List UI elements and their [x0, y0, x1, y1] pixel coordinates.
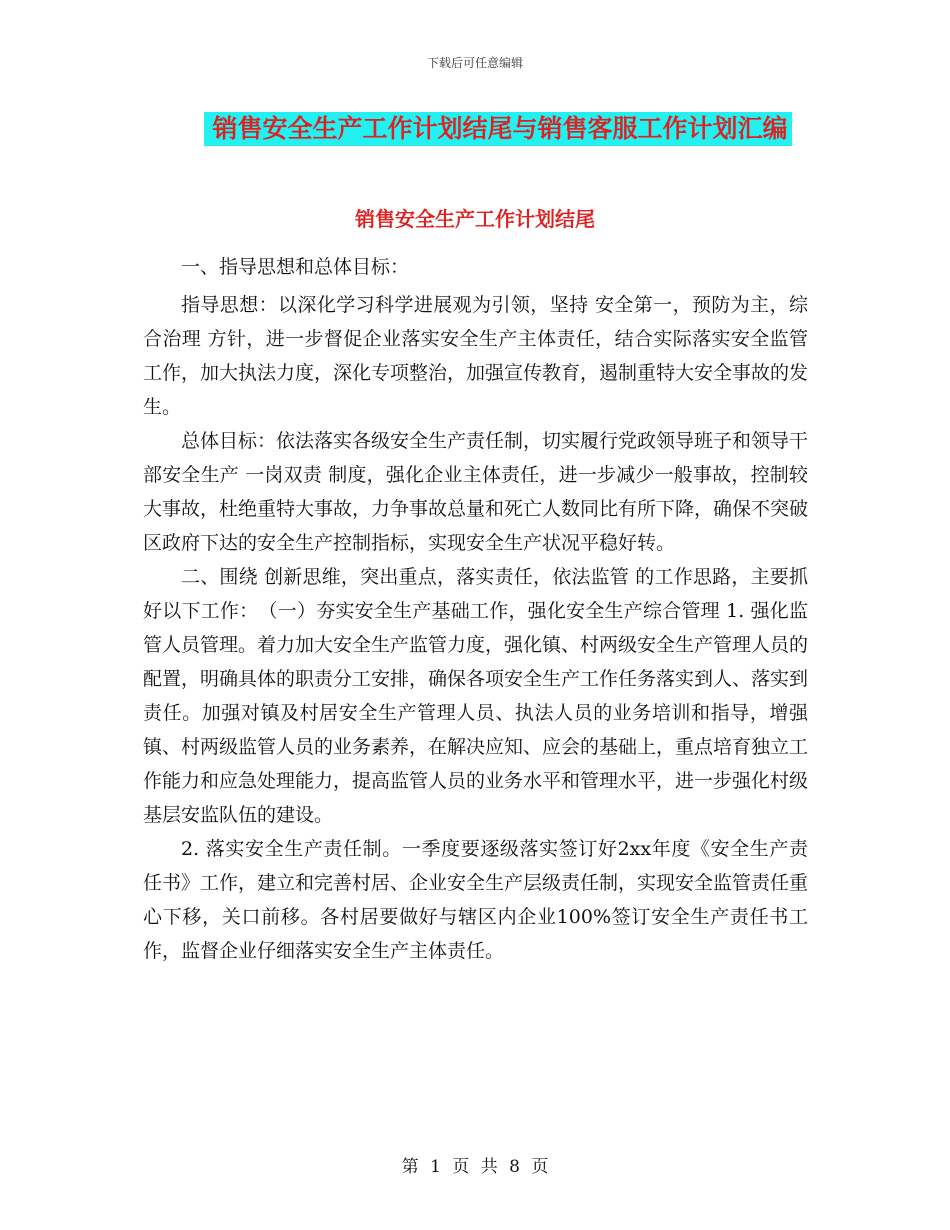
- paragraph-main-work: 二、围绕 创新思维，突出重点，落实责任，依法监管 的工作思路，主要抓好以下工作： （一）夯实安全生产基础工作，强化安全生产综合管理 1. 强化监管人员管理。着力加大安全生产监管力度，强化镇、村两级安全生产管理人员的配置，明确具体的职责分工安排，确保各项安全生产工作任务落实到人、落实到责任。加强对镇及村居安全生产管理人员、执法人员的业务培训和指导，增强镇、村两级监管人员的业务素养，在解决应知、应会的基础上，重点培育独立工作能力和应急处理能力，提高监管人员的业务水平和管理水平，进一步强化村级基层安监队伍的建设。: [143, 566, 809, 826]
- main-title: 销售安全生产工作计划结尾与销售客服工作计划汇编: [204, 112, 791, 146]
- document-body: [143, 250, 808, 968]
- paragraph-guiding-thought: 指导思想：以深化学习科学进展观为引领，坚持 安全第一，预防为主，综合治理 方针，进一步督促企业落实安全生产主体责任，结合实际落实安全监管工作，加大执法力度，深化专项整治，加强宣传教育，遏制重特大安全事故的发生。: [143, 294, 809, 418]
- paragraph-responsibility: 2. 落实安全生产责任制。一季度要逐级落实签订好2xx年度《安全生产责任书》工作，建立和完善村居、企业安全生产层级责任制，实现安全监管责任重心下移，关口前移。各村居要做好与辖区内企业100%签订安全生产责任书工作，监督企业仔细落实安全生产主体责任。: [143, 838, 809, 962]
- page-header-note: 下载后可任意编辑: [426, 56, 523, 70]
- page-number: 第 1 页 共 8 页: [401, 1157, 549, 1177]
- main-title-container: [0, 112, 950, 146]
- paragraph-heading-1: 一、指导思想和总体目标：: [181, 256, 410, 278]
- section-title: 销售安全生产工作计划结尾: [355, 207, 595, 231]
- paragraph-overall-goal: 总体目标：依法落实各级安全生产责任制，切实履行党政领导班子和领导干部安全生产 一岗双责 制度，强化企业主体责任，进一步减少一般事故，控制较大事故，杜绝重特大事故，力争事故总量和死亡人数同比有所下降，确保不突破区政府下达的安全生产控制指标，实现安全生产状况平稳好转。: [143, 430, 809, 554]
